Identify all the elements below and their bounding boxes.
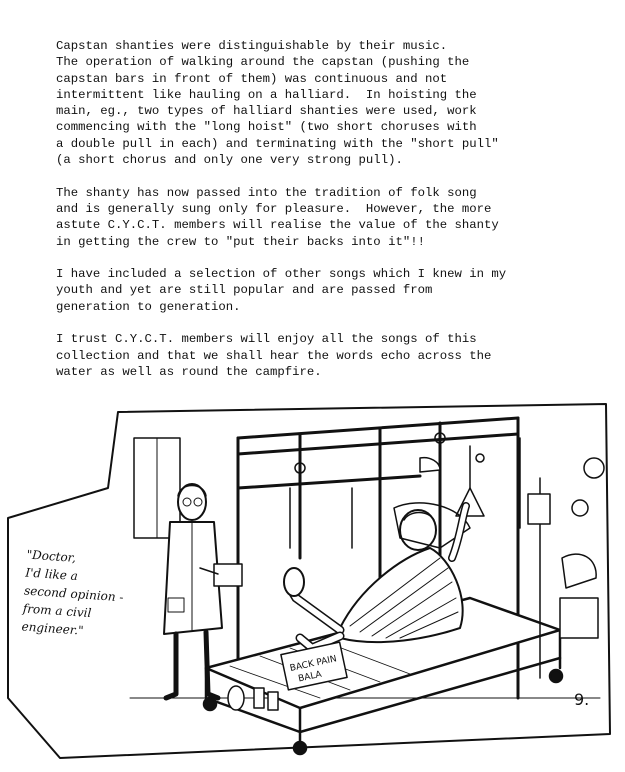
text-line: main, eg., two types of halliard shanties were used, work	[56, 104, 477, 119]
page-number: 9.	[574, 690, 590, 709]
text-line: and is generally sung only for pleasure. However, the more	[56, 201, 492, 216]
paragraph-1	[56, 38, 596, 168]
text-line: The operation of walking around the capstan (pushing the	[56, 55, 470, 70]
text-line: commencing with the "long hoist" (two short choruses with	[56, 120, 477, 135]
caption-line: from a civil	[22, 601, 92, 621]
text-line: I have included a selection of other songs which I knew in my	[56, 267, 507, 282]
iv-stand	[528, 458, 604, 678]
text-line: Capstan shanties were distinguishable by their music.	[56, 39, 448, 53]
caption-line: second opinion -	[23, 583, 124, 605]
text-line: water as well as round the campfire.	[56, 364, 322, 379]
lamp	[420, 458, 440, 472]
caption-line: "Doctor,	[26, 547, 77, 565]
bed-sign-text: BACK PAIN	[289, 654, 338, 674]
text-line: in getting the crew to "put their backs into it"!!	[56, 234, 425, 249]
text-line: (a short chorus and only one very strong pull).	[56, 153, 403, 168]
text-line: capstan bars in front of them) was continuous and not	[56, 71, 448, 86]
text-line: collection and that we shall hear the words echo across the	[56, 348, 492, 363]
paragraph-4	[56, 331, 596, 380]
text-line: The shanty has now passed into the tradition of folk song	[56, 185, 477, 200]
caption-line: I'd like a	[24, 565, 79, 584]
text-line: a double pull in each) and terminating with the "short pull"	[56, 136, 499, 151]
body-text	[56, 38, 596, 397]
text-line: I trust C.Y.C.T. members will enjoy all the songs of this	[56, 332, 477, 347]
text-line: astute C.Y.C.T. members will realise the value of the shanty	[56, 218, 499, 233]
caption-line: engineer."	[21, 619, 85, 638]
text-line: youth and yet are still popular and are passed from	[56, 283, 433, 298]
bed-sign-text-2: BALA	[297, 669, 323, 685]
paragraph-2	[56, 185, 596, 250]
cartoon-caption	[21, 546, 157, 645]
patient	[284, 503, 470, 648]
paragraph-3	[56, 266, 596, 315]
text-line: generation to generation.	[56, 299, 241, 314]
text-line: intermittent like hauling on a halliard. In hoisting the	[56, 87, 477, 102]
